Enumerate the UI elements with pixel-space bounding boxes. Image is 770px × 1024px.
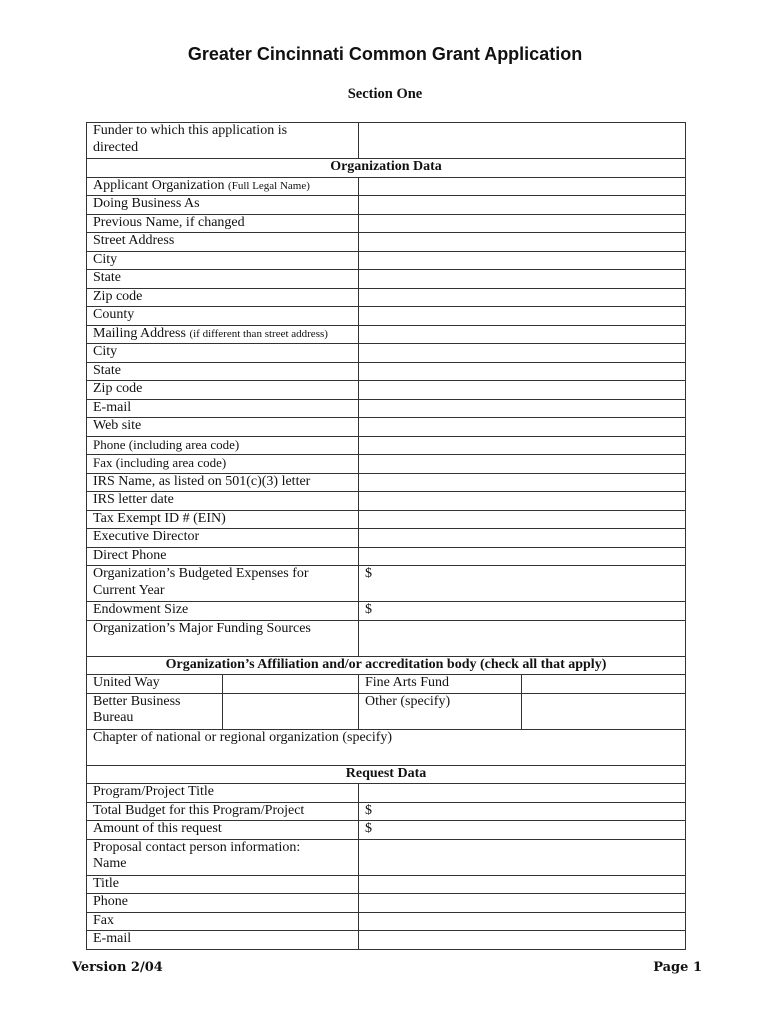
field-label-street-address: Street Address (87, 233, 359, 252)
field-label-contact-title: Title (87, 875, 359, 894)
field-label-applicant-organization: Applicant Organization (Full Legal Name) (87, 177, 359, 196)
field-label-total-budget: Total Budget for this Program/Project (87, 802, 359, 821)
field-input-budgeted-expenses[interactable]: $ (359, 566, 686, 602)
page-number: Page 1 (653, 960, 702, 975)
section-heading: Section One (347, 86, 423, 102)
field-label-mailing-address: Mailing Address (if different than street address) (87, 325, 359, 344)
field-input-endowment-size[interactable]: $ (359, 602, 686, 621)
page-title: Greater Cincinnati Common Grant Application (187, 44, 583, 64)
field-input-doing-business-as[interactable] (359, 196, 686, 215)
field-input-contact-name[interactable] (359, 839, 686, 875)
grant-application-form (86, 122, 686, 950)
field-label-contact-fax: Fax (87, 912, 359, 931)
field-input-zip-code[interactable] (359, 288, 686, 307)
field-input-funding-sources[interactable] (359, 620, 686, 656)
section-header-organization: Organization Data (87, 159, 686, 178)
field-input-street-address[interactable] (359, 233, 686, 252)
field-input-contact-phone[interactable] (359, 894, 686, 913)
field-label-mailing-city: City (87, 344, 359, 363)
field-label-tax-exempt-id: Tax Exempt ID # (EIN) (87, 510, 359, 529)
field-label-previous-name: Previous Name, if changed (87, 214, 359, 233)
field-label-doing-business-as: Doing Business As (87, 196, 359, 215)
field-label-request-amount: Amount of this request (87, 821, 359, 840)
field-input-city[interactable] (359, 251, 686, 270)
field-input-executive-director[interactable] (359, 529, 686, 548)
checkbox-cell-better-business-bureau[interactable] (223, 693, 359, 729)
field-label-irs-letter-date: IRS letter date (87, 492, 359, 511)
checkbox-cell-other[interactable] (522, 693, 686, 729)
form-row (87, 177, 686, 196)
field-label-county: County (87, 307, 359, 326)
field-label-zip-code: Zip code (87, 288, 359, 307)
field-input-direct-phone[interactable] (359, 547, 686, 566)
field-input-fax[interactable] (359, 455, 686, 474)
field-input-previous-name[interactable] (359, 214, 686, 233)
field-label-direct-phone: Direct Phone (87, 547, 359, 566)
field-label-funder: Funder to which this application is directed (87, 123, 359, 159)
field-input-applicant-organization[interactable] (359, 177, 686, 196)
field-input-email[interactable] (359, 399, 686, 418)
field-input-irs-letter-date[interactable] (359, 492, 686, 511)
field-label-website: Web site (87, 418, 359, 437)
field-input-phone[interactable] (359, 436, 686, 455)
field-input-county[interactable] (359, 307, 686, 326)
field-label-irs-name: IRS Name, as listed on 501(c)(3) letter (87, 473, 359, 492)
field-input-mailing-state[interactable] (359, 362, 686, 381)
field-label-fax: Fax (including area code) (87, 455, 359, 474)
version-label: Version 2/04 (72, 960, 163, 975)
field-input-program-title[interactable] (359, 784, 686, 803)
field-label-email: E-mail (87, 399, 359, 418)
field-label-fine-arts-fund: Fine Arts Fund (359, 675, 522, 694)
checkbox-cell-fine-arts-fund[interactable] (522, 675, 686, 694)
field-input-total-budget[interactable]: $ (359, 802, 686, 821)
field-label-contact-name: Proposal contact person information: Name (87, 839, 359, 875)
field-input-contact-fax[interactable] (359, 912, 686, 931)
field-input-funder[interactable] (359, 123, 686, 159)
form-row-funder (87, 123, 686, 159)
field-input-irs-name[interactable] (359, 473, 686, 492)
field-label-funding-sources: Organization’s Major Funding Sources (87, 620, 359, 656)
checkbox-cell-united-way[interactable] (223, 675, 359, 694)
field-input-mailing-address[interactable] (359, 325, 686, 344)
field-chapter-organization[interactable]: Chapter of national or regional organization (specify) (87, 729, 686, 765)
field-label-contact-phone: Phone (87, 894, 359, 913)
field-label-program-title: Program/Project Title (87, 784, 359, 803)
field-input-contact-email[interactable] (359, 931, 686, 950)
field-label-united-way: United Way (87, 675, 223, 694)
field-label-executive-director: Executive Director (87, 529, 359, 548)
field-input-request-amount[interactable]: $ (359, 821, 686, 840)
field-input-website[interactable] (359, 418, 686, 437)
field-label-phone: Phone (including area code) (87, 436, 359, 455)
field-label-city: City (87, 251, 359, 270)
field-input-state[interactable] (359, 270, 686, 289)
field-input-tax-exempt-id[interactable] (359, 510, 686, 529)
field-label-budgeted-expenses: Organization’s Budgeted Expenses for Current Year (87, 566, 359, 602)
field-input-contact-title[interactable] (359, 875, 686, 894)
field-label-contact-email: E-mail (87, 931, 359, 950)
field-input-mailing-zip[interactable] (359, 381, 686, 400)
field-label-state: State (87, 270, 359, 289)
field-label-other-specify: Other (specify) (359, 693, 522, 729)
field-label-endowment-size: Endowment Size (87, 602, 359, 621)
field-label-better-business-bureau: Better Business Bureau (87, 693, 223, 729)
field-label-mailing-state: State (87, 362, 359, 381)
section-header-request: Request Data (87, 765, 686, 784)
section-header-affiliation: Organization’s Affiliation and/or accreditation body (check all that apply) (87, 656, 686, 675)
field-label-mailing-zip: Zip code (87, 381, 359, 400)
field-input-mailing-city[interactable] (359, 344, 686, 363)
